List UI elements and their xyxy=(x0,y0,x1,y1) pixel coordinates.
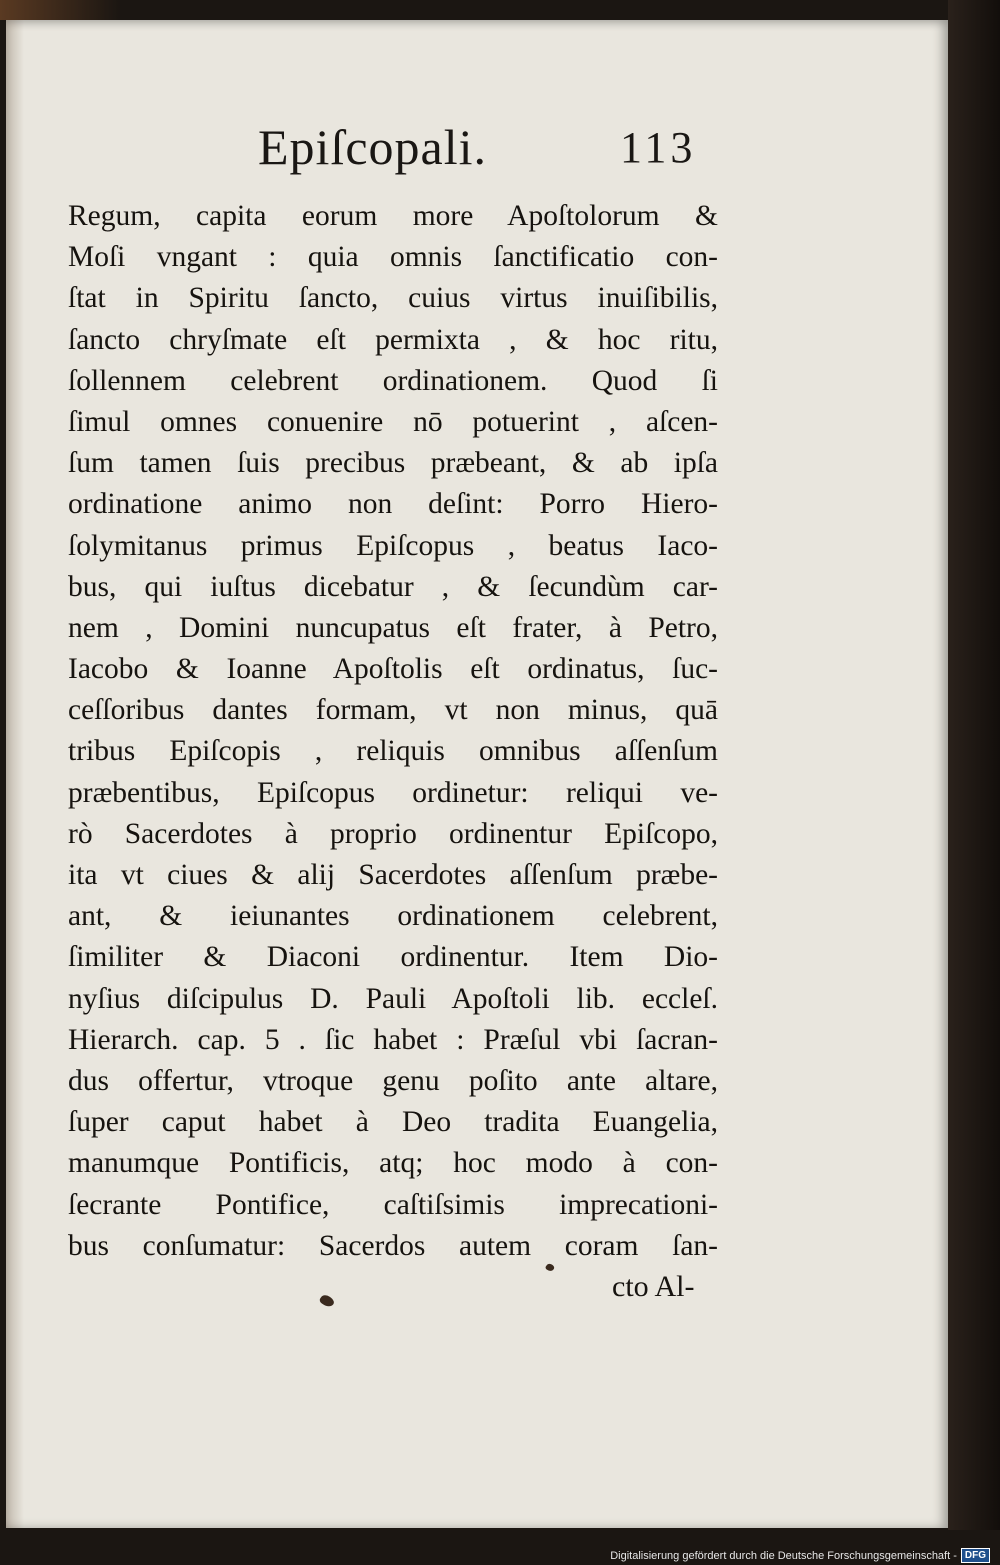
digitization-footer xyxy=(610,1548,990,1563)
text-line: Regum, capita eorum more Apoſtolorum & xyxy=(68,200,718,232)
text-line: nem , Domini nuncupatus eſt frater, à Petro, xyxy=(68,611,718,644)
text-line: ordinatione animo non deſint: Porro Hiero- xyxy=(68,488,718,521)
book-page xyxy=(6,20,948,1528)
text-line: ſuper caput habet à Deo tradita Euangelia, xyxy=(68,1106,718,1139)
page-number: 113 xyxy=(620,123,697,172)
text-line: dus offertur, vtroque genu poſito ante altare, xyxy=(68,1064,718,1097)
text-line: ſtat in Spiritu ſancto, cuius virtus inuiſibilis, xyxy=(68,282,718,315)
ink-speck xyxy=(318,1293,335,1309)
text-line: manumque Pontificis, atq; hoc modo à con- xyxy=(68,1147,718,1180)
footer-credit: Digitalisierung gefördert durch die Deutsche Forschungsgemeinschaft - xyxy=(610,1549,957,1562)
text-line: ſecrante Pontifice, caſtiſsimis imprecationi- xyxy=(68,1188,718,1221)
text-line: Hierarch. cap. 5 . ſic habet : Præſul vbi ſacran- xyxy=(68,1023,718,1056)
text-line: ſolymitanus primus Epiſcopus , beatus Iaco- xyxy=(68,529,718,562)
text-line: ceſſoribus dantes formam, vt non minus, quā xyxy=(68,694,718,727)
text-line: ant, & ieiunantes ordinationem celebrent, xyxy=(68,900,718,933)
text-line: rò Sacerdotes à proprio ordinentur Epiſcopo, xyxy=(68,817,718,850)
dfg-logo: DFG xyxy=(961,1548,990,1563)
text-line: ſollennem celebrent ordinationem. Quod ſi xyxy=(68,364,718,397)
text-line: ita vt ciues & alij Sacerdotes aſſenſum præbe- xyxy=(68,859,718,891)
running-head xyxy=(6,118,948,188)
catchword: cto Al- xyxy=(612,1270,695,1303)
text-line: Iacobo & Ioanne Apoſtolis eſt ordinatus, ſuc- xyxy=(68,653,718,686)
running-title: Epiſcopali. xyxy=(258,119,487,175)
text-line: Moſi vngant : quia omnis ſanctificatio con- xyxy=(68,241,718,274)
text-line: ſimiliter & Diaconi ordinentur. Item Dio- xyxy=(68,941,718,974)
text-line: nyſius diſcipulus D. Pauli Apoſtoli lib. eccleſ. xyxy=(68,982,718,1015)
book-cover-corner xyxy=(0,0,120,20)
text-line: ſum tamen ſuis precibus præbeant, & ab ipſa xyxy=(68,447,718,480)
body-text xyxy=(68,196,718,1267)
text-line: bus, qui iuſtus dicebatur , & ſecundùm car- xyxy=(68,570,718,603)
text-line: bus conſumatur: Sacerdos autem coram ſan- xyxy=(68,1229,718,1262)
text-line: tribus Epiſcopis , reliquis omnibus aſſenſum xyxy=(68,735,718,768)
text-line: ſimul omnes conuenire nō potuerint , aſcen- xyxy=(68,405,718,438)
text-line: ſancto chryſmate eſt permixta , & hoc ritu, xyxy=(68,323,718,356)
text-line: præbentibus, Epiſcopus ordinetur: reliqui ve- xyxy=(68,776,718,809)
book-spine xyxy=(948,0,1000,1530)
